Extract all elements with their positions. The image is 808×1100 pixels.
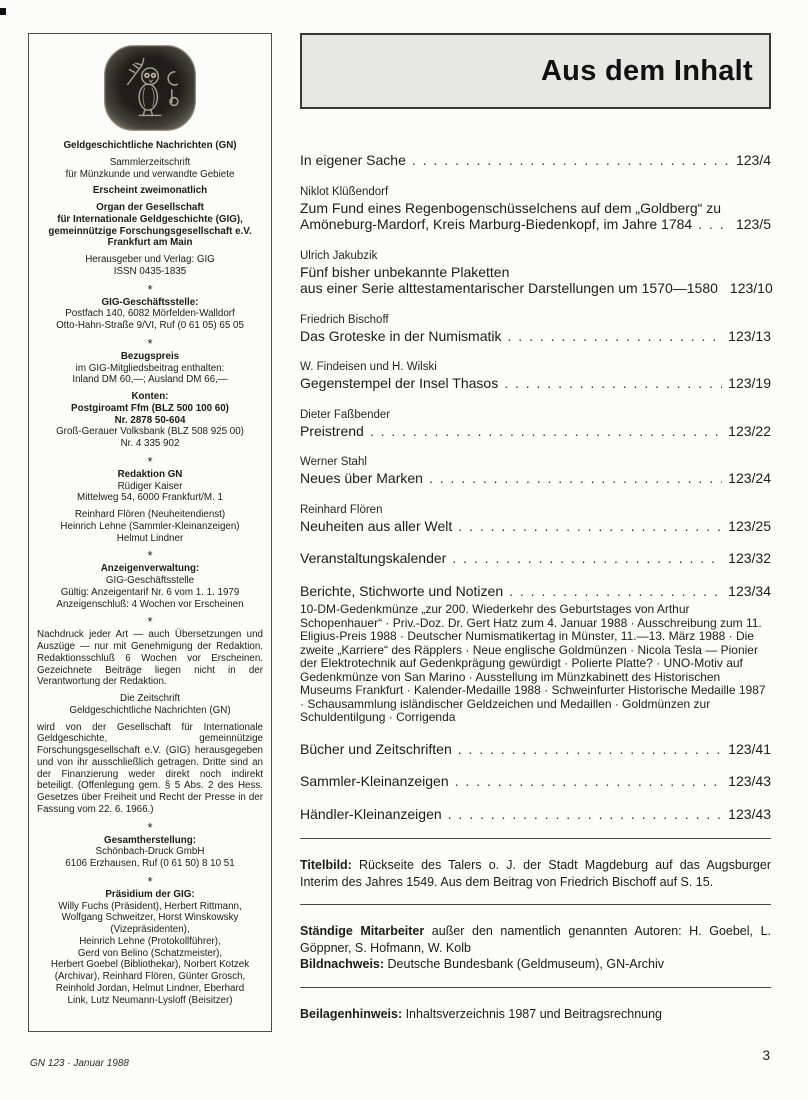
toc-page-ref: 123/25 (728, 517, 771, 534)
asterisk-separator: * (147, 614, 153, 630)
dot-leader (508, 328, 723, 345)
toc-title-row (300, 550, 771, 567)
toc-title-text: In eigener Sache (300, 152, 406, 168)
masthead-block (36, 157, 264, 181)
masthead-line: Bezugspreis (120, 350, 180, 362)
masthead-paragraph: wird von der Gesellschaft für Internationale Geldgeschichte, gemeinnützige Forschungsgesellschaft e.V. (GIG) herausgegeben und von ihr ausschließlich getragen. Dritte sind an der Finanzierung weder direkt noch indirekt beteiligt. (Offenlegung gem. § 5 Abs. 2 des Hess. Gesetzes über Freiheit und Recht der Presse in der Fassung vom 22. 6. 1966.) (37, 721, 263, 815)
masthead-line: Präsidium der GIG: (105, 888, 195, 900)
masthead-line: Groß-Gerauer Volksbank (BLZ 508 925 00) (56, 426, 244, 438)
contents-column (300, 33, 771, 1036)
masthead-line: Heinrich Lehne (Protokollführer), (79, 935, 221, 947)
masthead-line: für Internationale Geldgeschichte (GIG), (57, 213, 243, 225)
toc-entry (300, 408, 771, 440)
toc-title-row (300, 328, 771, 345)
toc-title-row (300, 741, 771, 758)
toc-annotation: 10-DM-Gedenkmünze „zur 200. Wiederkehr des Geburtstages von Arthur Schopenhauer“ · Priv.-Doz. Dr. Gert Hatz zum 4. Januar 1988 · Ausschreibung zum 11. Eligius-Preis 1988 · Deutscher Numismatikertag in Münster, 11.—13. März 1988 · Die zweite „Karriere“ des Räpplers · Neue englische Goldmünzen · Nicola Tesla — Pionier der Elektrotechnik auf Gedenkprägung gewürdigt · Polierte Platte? · UNO-Motiv auf Gedenkmünze von San Marino · Ausstellung im Münzkabinett des Historischen Museums Frankfurt · Kalender-Medaille 1988 · Schweinfurter Historische Medaille 1987 · Schausammlung isländischer Geldzeichen und Medaillen · Goldmünzen zur Schuldentilgung · Corrigenda (300, 602, 766, 724)
toc-title-text: Händler-Kleinanzeigen (300, 805, 442, 822)
toc-author: Werner Stahl (300, 456, 367, 468)
masthead-block (36, 509, 264, 544)
toc-title-text: Bücher und Zeitschriften (300, 740, 452, 757)
dot-leader (370, 423, 722, 440)
toc-title-row (300, 773, 771, 790)
asterisk-separator: * (147, 453, 153, 469)
masthead-line: Herbert Goebel (Bibliothekar), Norbert Kotzek (50, 959, 250, 971)
masthead-line: (Archivar), Reinhard Flören, Günter Grosch, (54, 971, 246, 982)
note-label: Ständige Mitarbeiter (300, 924, 425, 938)
masthead-line: im GIG-Mitgliedsbeitrag enthalten: (75, 362, 225, 374)
toc-entry (300, 806, 771, 823)
masthead-line: Gerd von Belino (Schatzmeister), (77, 947, 223, 959)
toc-title-row (300, 280, 771, 297)
toc-title-text: Gegenstempel der Insel Thasos (300, 375, 499, 391)
masthead-block (36, 254, 264, 278)
masthead-block (36, 889, 264, 1007)
masthead-blocks (36, 140, 264, 1006)
masthead-line: Nr. 2878 50-604 (114, 414, 186, 426)
page-title: Aus dem Inhalt (540, 54, 753, 87)
masthead-block (36, 351, 264, 386)
masthead-line: GIG-Geschäftsstelle: (101, 296, 199, 308)
toc-title-line: Fünf bisher unbekannte Plaketten (300, 263, 510, 280)
toc-page-ref: 123/34 (728, 582, 771, 599)
toc-entry (300, 503, 771, 535)
toc-page-ref: 123/22 (728, 422, 771, 439)
notes-list (300, 838, 771, 1022)
masthead-line: Link, Lutz Neumann-Lysloff (Beisitzer) (67, 994, 233, 1006)
toc-title-row (300, 423, 771, 440)
toc-page-ref: 123/13 (728, 327, 771, 344)
toc-page-ref: 123/43 (728, 805, 771, 822)
note-group (300, 923, 771, 973)
asterisk-separator: * (147, 335, 153, 351)
masthead-line: Sammlerzeitschrift (109, 156, 191, 168)
toc-title-row (300, 216, 771, 233)
masthead-line: Gesamtherstellung: (103, 834, 196, 846)
toc-title-text: Sammler-Kleinanzeigen (300, 773, 449, 789)
dot-leader (504, 375, 722, 392)
toc-title-line: Zum Fund eines Regenbogenschüsselchens auf dem „Goldberg“ zu (300, 199, 722, 216)
toc-list (300, 152, 771, 822)
toc-title-row (300, 806, 771, 823)
toc-entry (300, 773, 771, 790)
masthead-sidebar (28, 33, 272, 1032)
toc-page-ref: 123/32 (728, 550, 771, 566)
toc-entry (300, 185, 771, 233)
note-label: Titelbild: (300, 858, 352, 872)
dot-leader (455, 773, 723, 790)
scan-artifact (0, 8, 6, 15)
masthead-line: gemeinnützige Forschungsgesellschaft e.V. (48, 225, 252, 237)
toc-author: Dieter Faßbender (300, 408, 391, 421)
toc-title-text: Preistrend (300, 422, 364, 439)
note-row: Beilagenhinweis: Inhaltsverzeichnis 1987 und Beitragsrechnung (300, 1006, 662, 1021)
toc-title-row (300, 518, 771, 535)
masthead-paragraph: Nachdruck jeder Art — auch Übersetzungen und Auszüge — nur mit Genehmigung der Redaktion. Redaktionsschluß 6 Wochen vor Erscheinen. Gezeichnete Beiträge liegen nicht in der Verantwortung der Redaktion. (37, 629, 263, 688)
toc-page-ref: 123/4 (735, 152, 771, 168)
note-row: Bildnachweis: Deutsche Bundesbank (Geldmuseum), GN-Archiv (300, 957, 665, 971)
toc-entry (300, 583, 771, 725)
masthead-block (36, 185, 264, 197)
toc-entry (300, 152, 771, 169)
toc-title-text: Veranstaltungskalender (300, 550, 447, 566)
masthead-block (36, 563, 264, 610)
asterisk-separator: * (147, 281, 153, 297)
toc-entry (300, 313, 771, 345)
dot-leader (452, 550, 722, 567)
toc-author: Ulrich Jakubzik (300, 249, 378, 262)
owl-coin-logo-graphic (102, 44, 198, 132)
divider-rule (300, 838, 771, 839)
toc-page-ref: 123/24 (728, 470, 771, 486)
masthead-line: (Vizepräsidenten), (110, 924, 190, 935)
masthead-line: Redaktion GN (117, 468, 183, 480)
toc-entry (300, 360, 771, 392)
masthead-line: Otto-Hahn-Straße 9/VI, Ruf (0 61 05) 65 05 (56, 320, 244, 331)
masthead-line: Geldgeschichtliche Nachrichten (GN) (69, 704, 231, 716)
masthead-line: Herausgeber und Verlag: GIG (85, 254, 215, 265)
toc-author: W. Findeisen und H. Wilski (300, 361, 437, 373)
toc-entry (300, 550, 771, 567)
masthead-line: Reinhard Flören (Neuheitendienst) (74, 509, 226, 520)
note-group (300, 1006, 771, 1023)
note-row: Ständige Mitarbeiter außer den namentlich genannten Autoren: H. Goebel, L. Göppner, S. Hofmann, W. Kolb (300, 924, 771, 955)
toc-entry (300, 249, 771, 297)
masthead-line: Rüdiger Kaiser (117, 480, 183, 492)
masthead-line: Postgiroamt Ffm (BLZ 500 100 60) (71, 402, 229, 414)
masthead-block (36, 693, 264, 717)
toc-page-ref: 123/19 (728, 375, 771, 391)
toc-page-ref: 123/10 (729, 280, 773, 296)
toc-title-text: Neues über Marken (300, 470, 423, 486)
owl-coin-logo (102, 44, 198, 132)
toc-title-row (300, 152, 771, 169)
masthead-line: Konten: (131, 391, 169, 402)
toc-title-row (300, 470, 771, 487)
dot-leader (509, 583, 722, 600)
toc-title-text: Neuheiten aus aller Welt (300, 517, 453, 534)
masthead-line: Die Zeitschrift (120, 693, 180, 704)
divider-rule (300, 904, 771, 905)
masthead-line: Inland DM 60,—; Ausland DM 66,— (72, 374, 228, 386)
masthead-line: Gültig: Anzeigentarif Nr. 6 vom 1. 1. 1979 (60, 586, 240, 598)
masthead-line: für Münzkunde und verwandte Gebiete (65, 168, 235, 180)
masthead-line: Frankfurt am Main (107, 237, 193, 249)
masthead-block (36, 202, 264, 249)
masthead-line: Anzeigenschluß: 4 Wochen vor Erscheinen (56, 598, 244, 610)
toc-page-ref: 123/43 (728, 773, 771, 789)
masthead-block (36, 835, 264, 870)
masthead-line: Willy Fuchs (Präsident), Herbert Rittmann, (58, 900, 242, 912)
contents-header-box (300, 33, 771, 109)
masthead-line: Erscheint zweimonatlich (92, 185, 208, 197)
dot-leader (698, 216, 730, 233)
dot-leader (412, 152, 730, 169)
toc-entry (300, 741, 771, 758)
masthead-line: Nr. 4 335 902 (120, 438, 180, 449)
masthead-line: 6106 Erzhausen, Ruf (0 61 50) 8 10 51 (65, 858, 235, 869)
toc-page-ref: 123/5 (735, 216, 771, 232)
divider-rule (300, 987, 771, 988)
note-group (300, 857, 771, 890)
note-label: Beilagenhinweis: (300, 1006, 403, 1021)
masthead-block (36, 391, 264, 450)
toc-author: Friedrich Bischoff (300, 313, 389, 326)
issue-footer: GN 123 · Januar 1988 (30, 1058, 129, 1069)
note-label: Bildnachweis: (300, 957, 385, 971)
masthead-line: Helmut Lindner (116, 532, 184, 544)
page-number: 3 (762, 1048, 770, 1063)
note-row: Titelbild: Rückseite des Talers o. J. der Stadt Magdeburg auf das Augsburger Interim des Jahres 1549. Aus dem Beitrag von Friedrich Bischoff auf S. 15. (300, 858, 771, 889)
masthead-block (36, 297, 264, 332)
dot-leader (458, 741, 722, 758)
toc-title-text: Berichte, Stichworte und Notizen (300, 582, 504, 599)
toc-author: Reinhard Flören (300, 503, 383, 516)
masthead-line: Anzeigenverwaltung: (100, 563, 200, 575)
masthead-line: GIG-Geschäftsstelle (105, 575, 195, 586)
masthead-line: Heinrich Lehne (Sammler-Kleinanzeigen) (60, 520, 240, 532)
asterisk-separator: * (147, 548, 153, 564)
masthead-line: Mittelweg 54, 6000 Frankfurt/M. 1 (77, 492, 223, 504)
masthead-line: Schönbach-Druck GmbH (95, 846, 205, 858)
toc-title-text: aus einer Serie alttestamentarischer Darstellungen um 1570—1580 (300, 280, 718, 296)
toc-title-text: Amöneburg-Mardorf, Kreis Marburg-Biedenkopf, im Jahre 1784 (300, 216, 693, 232)
dot-leader (448, 806, 723, 823)
masthead-block (36, 469, 264, 504)
masthead-line: ISSN 0435-1835 (113, 265, 187, 277)
toc-title-row (300, 375, 771, 392)
masthead-line: Geldgeschichtliche Nachrichten (GN) (63, 140, 237, 151)
asterisk-separator: * (147, 819, 153, 835)
masthead-block (36, 140, 264, 152)
dot-leader (458, 518, 722, 535)
masthead-line: Organ der Gesellschaft (96, 202, 204, 213)
masthead-line: Reinhold Jordan, Helmut Lindner, Eberhard (55, 982, 245, 994)
toc-page-ref: 123/41 (728, 740, 771, 757)
toc-title-row (300, 583, 771, 600)
toc-title-text: Das Groteske in der Numismatik (300, 327, 502, 344)
toc-author: Niklot Klüßendorf (300, 185, 389, 198)
dot-leader (429, 470, 722, 487)
toc-entry (300, 455, 771, 487)
masthead-line: Postfach 140, 6082 Mörfelden-Walldorf (65, 308, 235, 320)
masthead-line: Wolfgang Schweitzer, Horst Winskowsky (61, 912, 239, 924)
asterisk-separator: * (147, 873, 153, 889)
